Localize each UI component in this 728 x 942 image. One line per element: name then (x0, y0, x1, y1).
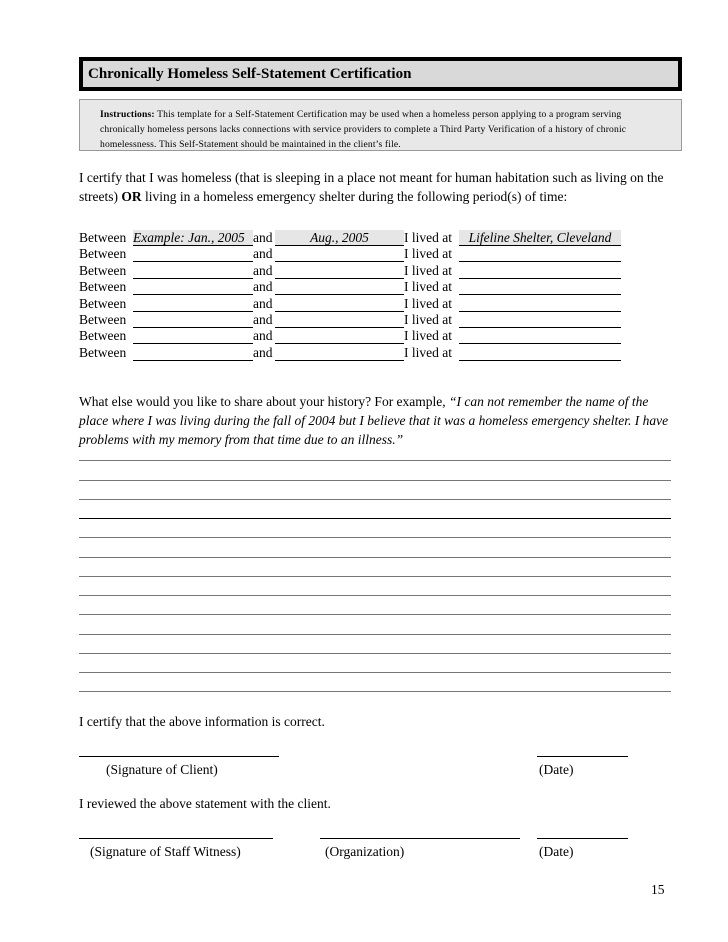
lived-at-label: I lived at (404, 246, 452, 262)
share-example: “I can not remember the name of the place where I was living during the fall of 2004 but I believe that it was a homeless emergency shelter. I have problems with my memory from that time due to an illness.” (79, 394, 669, 447)
place-field[interactable] (459, 279, 621, 295)
between-label: Between (79, 246, 127, 262)
from-date-field[interactable]: Example: Jan., 2005 (133, 230, 253, 246)
period-row (79, 230, 679, 246)
share-question (79, 392, 679, 449)
certify-or: OR (121, 189, 142, 204)
period-row (79, 296, 679, 312)
response-line[interactable] (79, 595, 671, 596)
response-line[interactable] (79, 460, 671, 461)
place-field[interactable] (459, 345, 621, 361)
response-line[interactable] (79, 557, 671, 558)
response-line[interactable] (79, 576, 671, 577)
to-date-field[interactable] (275, 279, 404, 295)
and-label: and (253, 312, 273, 327)
reviewed-statement: I reviewed the above statement with the client. (79, 796, 331, 811)
between-label: Between (79, 279, 127, 295)
to-date-field[interactable] (275, 246, 404, 262)
response-line[interactable] (79, 634, 671, 635)
period-row (79, 345, 679, 361)
period-row (79, 279, 679, 295)
lived-at-label: I lived at (404, 312, 452, 327)
certify-correct: I certify that the above information is correct. (79, 714, 325, 729)
lived-at-label: I lived at (404, 262, 452, 278)
lived-at-label: I lived at (404, 328, 452, 344)
place-field[interactable] (459, 328, 621, 344)
between-label: Between (79, 262, 127, 278)
from-date-field[interactable] (133, 263, 253, 279)
instructions-body: This template for a Self-Statement Certification may be used when a homeless person applying to a program serving chronically homeless persons lacks connections with service providers to complete a Third Party Verification of a history of chronic homelessness. This Self-Statement should be maintained in the client’s file. (100, 109, 627, 150)
and-label: and (253, 262, 273, 278)
to-date-field[interactable] (275, 312, 404, 328)
client-date-caption: (Date) (539, 762, 574, 777)
lived-at-label: I lived at (404, 344, 452, 360)
response-line[interactable] (79, 672, 671, 673)
certify-text-before: I certify that I was homeless (that is sleeping in a place not meant for human habitation such as living on the streets) (79, 170, 664, 204)
staff-date-line[interactable] (537, 838, 628, 839)
period-row (79, 312, 679, 328)
from-date-field[interactable] (133, 279, 253, 295)
from-date-field[interactable] (133, 312, 253, 328)
lived-at-label: I lived at (404, 230, 452, 245)
response-line[interactable] (79, 518, 671, 519)
and-label: and (253, 295, 273, 311)
page-number: 15 (651, 882, 665, 897)
between-label: Between (79, 230, 127, 245)
between-label: Between (79, 295, 127, 311)
between-label: Between (79, 344, 127, 360)
from-date-field[interactable] (133, 345, 253, 361)
client-date-line[interactable] (537, 756, 628, 757)
place-field[interactable]: Lifeline Shelter, Cleveland (459, 230, 621, 246)
between-label: Between (79, 312, 127, 327)
place-field[interactable] (459, 296, 621, 312)
staff-signature-caption: (Signature of Staff Witness) (90, 844, 241, 859)
share-prompt: What else would you like to share about your history? For example, (79, 394, 450, 409)
to-date-field[interactable] (275, 296, 404, 312)
staff-signature-line[interactable] (79, 838, 273, 839)
certify-text-after: living in a homeless emergency shelter during the following period(s) of time: (141, 189, 568, 204)
client-signature-line[interactable] (79, 756, 279, 757)
certify-statement (79, 168, 679, 206)
client-signature-caption: (Signature of Client) (106, 762, 218, 777)
to-date-field[interactable] (275, 263, 404, 279)
and-label: and (253, 328, 273, 344)
response-line[interactable] (79, 499, 671, 500)
instructions-label: Instructions: (100, 109, 155, 120)
period-row (79, 328, 679, 344)
and-label: and (253, 246, 273, 262)
response-line[interactable] (79, 614, 671, 615)
from-date-field[interactable] (133, 328, 253, 344)
and-label: and (253, 344, 273, 360)
response-line[interactable] (79, 691, 671, 692)
from-date-field[interactable] (133, 246, 253, 262)
place-field[interactable] (459, 263, 621, 279)
period-row (79, 263, 679, 279)
organization-line[interactable] (320, 838, 520, 839)
to-date-field[interactable] (275, 328, 404, 344)
lived-at-label: I lived at (404, 279, 452, 295)
form-title: Chronically Homeless Self-Statement Certification (88, 66, 412, 82)
organization-caption: (Organization) (325, 844, 405, 859)
response-line[interactable] (79, 537, 671, 538)
and-label: and (253, 230, 273, 245)
between-label: Between (79, 328, 127, 344)
response-line[interactable] (79, 653, 671, 654)
staff-date-caption: (Date) (539, 844, 574, 859)
instructions-text (100, 107, 660, 152)
and-label: and (253, 279, 273, 295)
to-date-field[interactable]: Aug., 2005 (275, 230, 404, 246)
place-field[interactable] (459, 246, 621, 262)
response-line[interactable] (79, 480, 671, 481)
to-date-field[interactable] (275, 345, 404, 361)
from-date-field[interactable] (133, 296, 253, 312)
period-row (79, 246, 679, 262)
lived-at-label: I lived at (404, 295, 452, 311)
place-field[interactable] (459, 312, 621, 328)
